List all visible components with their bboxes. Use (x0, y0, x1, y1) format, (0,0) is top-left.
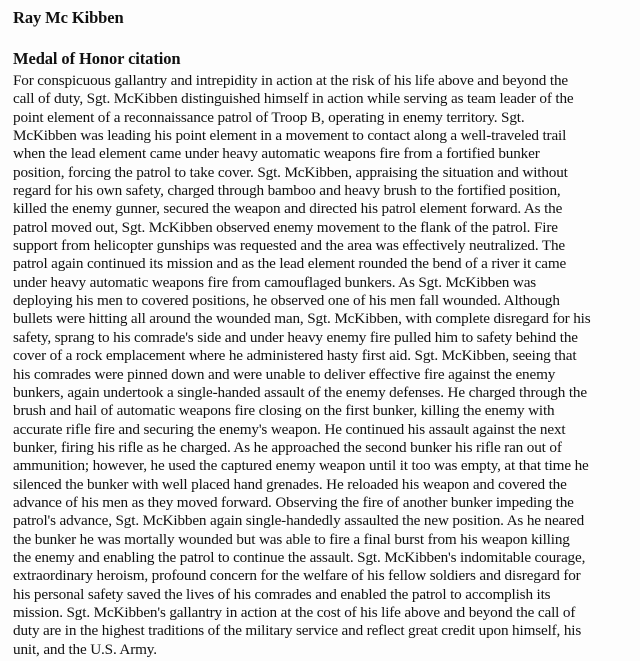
citation-text: For conspicuous gallantry and intrepidity in action at the risk of his life above and beyond the call of duty, Sgt. McKibben distinguished himself in action while serving as team leader of the point element of a reconnaissance patrol of Troop B, operating in enemy territory. Sgt. McKibben was leading his point element in a movement to contact along a well-traveled trail when the lead element came under heavy automatic weapons fire from a fortified bunker position, forcing the patrol to take cover. Sgt. McKibben, appraising the situation and without regard for his own safety, charged through bamboo and heavy brush to the fortified position, killed the enemy gunner, secured the weapon and directed his patrol element forward. As the patrol moved out, Sgt. McKibben observed enemy movement to the flank of the patrol. Fire support from helicopter gunships was requested and the area was effectively neutralized. The patrol again continued its mission and as the lead element rounded the bend of a river it came under heavy automatic weapons fire from camouflaged bunkers. As Sgt. McKibben was deploying his men to covered positions, he observed one of his men fall wounded. Although bullets were hitting all around the wounded man, Sgt. McKibben, with complete disregard for his safety, sprang to his comrade's side and under heavy enemy fire pulled him to safety behind the cover of a rock emplacement where he administered hasty first aid. Sgt. McKibben, seeing that his comrades were pinned down and were unable to deliver effective fire against the enemy bunkers, again undertook a single-handed assault of the enemy defenses. He charged through the brush and hail of automatic weapons fire closing on the first bunker, killing the enemy with accurate rifle fire and securing the enemy's weapon. He continued his assault against the next bunker, firing his rifle as he charged. As he approached the second bunker his rifle ran out of ammunition; however, he used the captured enemy weapon until it too was empty, at that time he silenced the bunker with well placed hand grenades. He reloaded his weapon and covered the advance of his men as they moved forward. Observing the fire of another bunker impeding the patrol's advance, Sgt. McKibben again single-handedly assaulted the new position. As he neared the bunker he was mortally wounded but was able to fire a final burst from his weapon killing the enemy and enabling the patrol to continue the assault. Sgt. McKibben's indomitable courage, extraordinary heroism, profound concern for the welfare of his fellow soldiers and disregard for his personal safety saved the lives of his comrades and enabled the patrol to accomplish its mission. Sgt. McKibben's gallantry in action at the cost of his life above and beyond the call of duty are in the highest traditions of the military service and reflect great credit upon himself, his unit, and the U.S. Army. (13, 72, 591, 658)
document-title: Ray Mc Kibben (13, 8, 124, 27)
section-heading: Medal of Honor citation (13, 49, 181, 68)
